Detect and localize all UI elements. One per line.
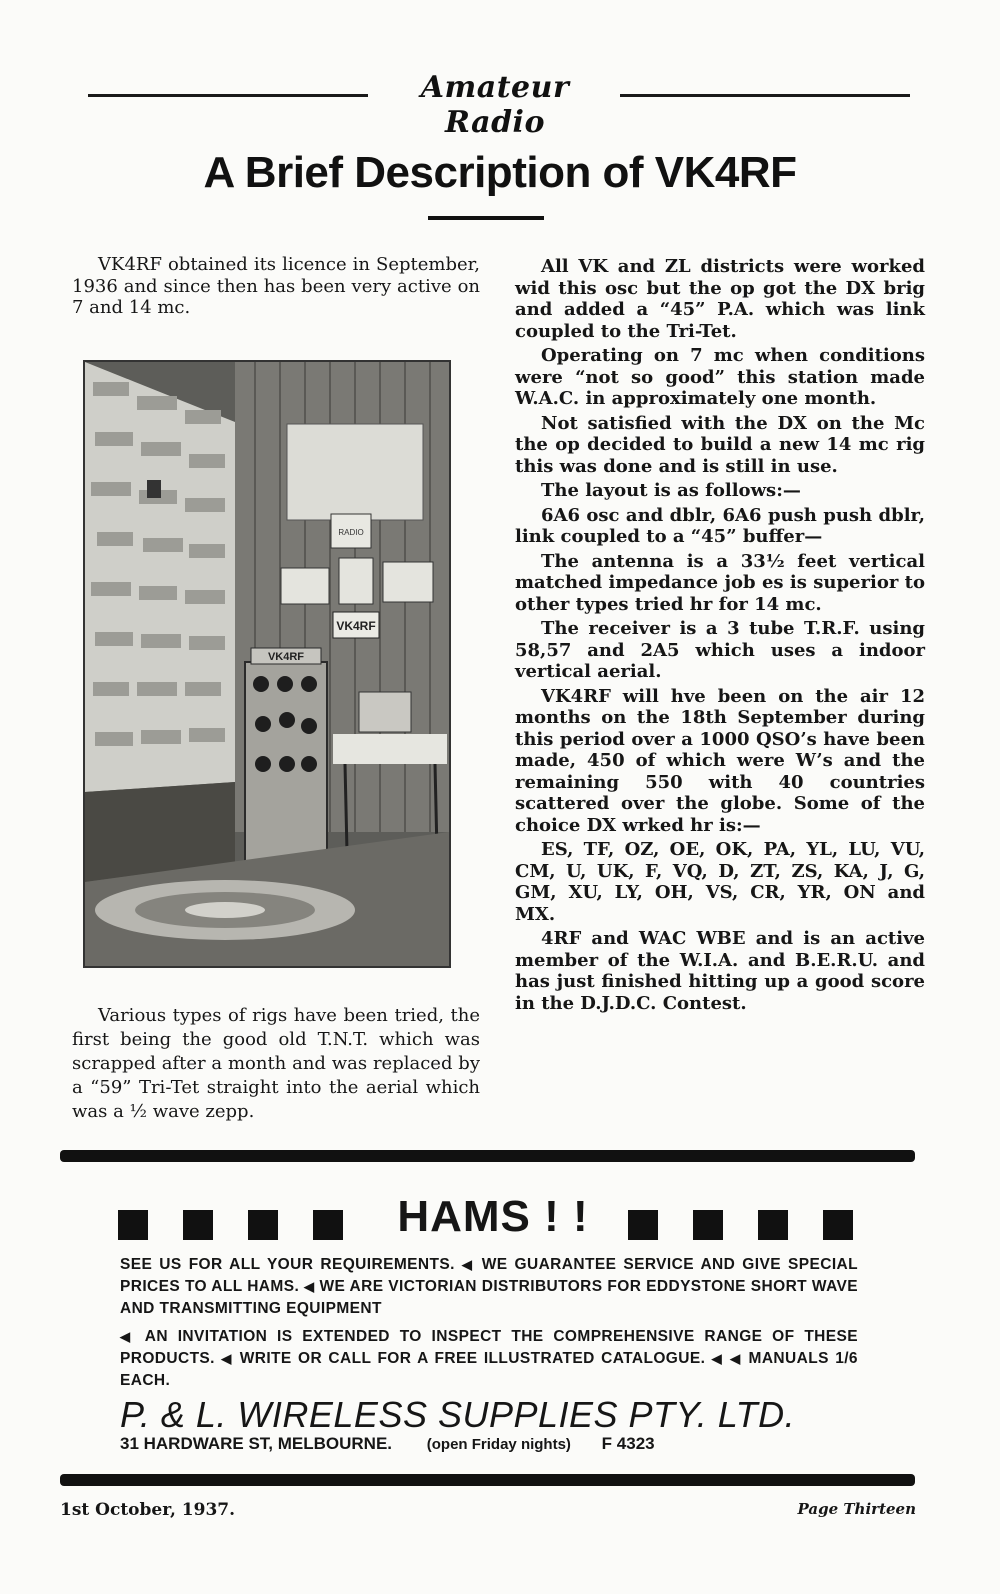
- rigs-paragraph: Various types of rigs have been tried, the first being the good old T.N.T. which was scrapped after a month and was replaced by a “59” Tri-Tet straight into the aerial which was a ½ wave zepp.: [72, 1005, 480, 1122]
- company-name: P. & L. WIRELESS SUPPLIES PTY. LTD.: [120, 1394, 796, 1435]
- station-photo: [83, 360, 451, 968]
- opening-hours: (open Friday nights): [426, 1436, 571, 1453]
- ad-bottom-rule: [60, 1474, 915, 1486]
- paragraph: The layout is as follows:—: [541, 480, 801, 501]
- paragraph: Operating on 7 mc when conditions were “not so good” this station made W.A.C. in approximately one month.: [515, 345, 925, 409]
- masthead-rule-right: [620, 94, 910, 97]
- ad-text: WE GUARANTEE SERVICE AND GIVE SPECIAL PRICES TO ALL HAMS.: [120, 1256, 858, 1295]
- paragraph: All VK and ZL districts were worked wid this osc but the op got the DX brig and added a “45” P.A. which was link coupled to the Tri-Tet.: [515, 256, 925, 342]
- paragraph: VK4RF will hve been on the air 12 months on the 18th September during this period over a 1000 QSO’s have been made, 450 of which were W’s and the remaining 550 with 40 countries scattered over the globe. Some of the choice DX wrked hr is:—: [515, 685, 925, 836]
- right-column: [515, 256, 925, 1017]
- ad-text: AN INVITATION IS EXTENDED TO INSPECT THE COMPREHENSIVE RANGE OF THESE PRODUCTS.: [120, 1328, 858, 1367]
- square-bullet: [313, 1210, 343, 1240]
- page-number: Page Thirteen: [797, 1500, 916, 1518]
- arrow-left-icon: ◀: [711, 1351, 724, 1366]
- arrow-left-icon: ◀: [461, 1257, 475, 1272]
- paragraph: 6A6 osc and dblr, 6A6 push push dblr, link coupled to a “45” buffer—: [515, 504, 925, 547]
- photo-callsign-sign: VK4RF: [336, 619, 376, 633]
- ad-text: WRITE OR CALL FOR A FREE ILLUSTRATED CATALOGUE.: [239, 1350, 706, 1367]
- ad-headline: [118, 1192, 858, 1248]
- article-title: A Brief Description of VK4RF: [203, 148, 797, 197]
- arrow-left-icon: ◀: [730, 1351, 743, 1366]
- photo-small-sign: RADIO: [338, 528, 364, 537]
- square-bullet: [628, 1210, 658, 1240]
- phone-number: F 4323: [601, 1434, 655, 1453]
- square-bullet: [118, 1210, 148, 1240]
- station-photo-illustration: [85, 362, 449, 966]
- company-address-line: [120, 1434, 860, 1454]
- arrow-left-icon: ◀: [304, 1279, 315, 1294]
- arrow-left-icon: ◀: [120, 1329, 136, 1344]
- ad-text: SEE US FOR ALL YOUR REQUIREMENTS.: [120, 1256, 455, 1273]
- square-bullet: [183, 1210, 213, 1240]
- company-address: 31 HARDWARE ST, MELBOURNE.: [120, 1434, 393, 1453]
- ad-top-rule: [60, 1150, 915, 1162]
- masthead-rule-left: [88, 94, 368, 97]
- square-bullet: [823, 1210, 853, 1240]
- left-column-lower: [72, 1004, 480, 1128]
- title-underline: [428, 216, 544, 220]
- square-bullet: [758, 1210, 788, 1240]
- arrow-left-icon: ◀: [221, 1351, 234, 1366]
- paragraph: The antenna is a 33½ feet vertical matched impedance job es is superior to other types tried hr for 14 mc.: [515, 550, 925, 615]
- masthead-title: Amateur Radio: [420, 70, 570, 140]
- ad-text: WE ARE VICTORIAN DISTRIBUTORS FOR EDDYSTONE SHORT WAVE AND TRANSMITTING EQUIPMENT: [120, 1278, 858, 1317]
- square-bullet: [693, 1210, 723, 1240]
- ad-paragraph-2: [120, 1326, 858, 1392]
- issue-date: 1st October, 1937.: [60, 1500, 236, 1520]
- ad-headline-text: HAMS ! !: [397, 1192, 589, 1241]
- intro-paragraph: VK4RF obtained its licence in September, 1936 and since then has been very active on 7 and 14 mc.: [72, 254, 480, 318]
- photo-rack-label: VK4RF: [267, 651, 305, 663]
- paragraph: 4RF and WAC WBE and is an active member of the W.I.A. and B.E.R.U. and has just finished hitting up a good score in the D.J.D.C. Contest.: [515, 928, 925, 1014]
- square-bullet: [248, 1210, 278, 1240]
- paragraph: Not satisfied with the DX on the Mc the op decided to build a new 14 mc rig this was done and is still in use.: [515, 412, 925, 477]
- masthead: [80, 70, 915, 140]
- left-column-intro: [72, 254, 480, 323]
- paragraph: The receiver is a 3 tube T.R.F. using 58,57 and 2A5 which uses a indoor vertical aerial.: [515, 618, 925, 682]
- dx-list: ES, TF, OZ, OE, OK, PA, YL, LU, VU, CM, U, UK, F, VQ, D, ZT, ZS, KA, J, G, GM, XU, LY, OH, VS, CR, YR, ON and MX.: [515, 839, 925, 925]
- ad-paragraph-1: [120, 1254, 858, 1320]
- ad-text: MANUALS 1/6 EACH.: [120, 1350, 858, 1389]
